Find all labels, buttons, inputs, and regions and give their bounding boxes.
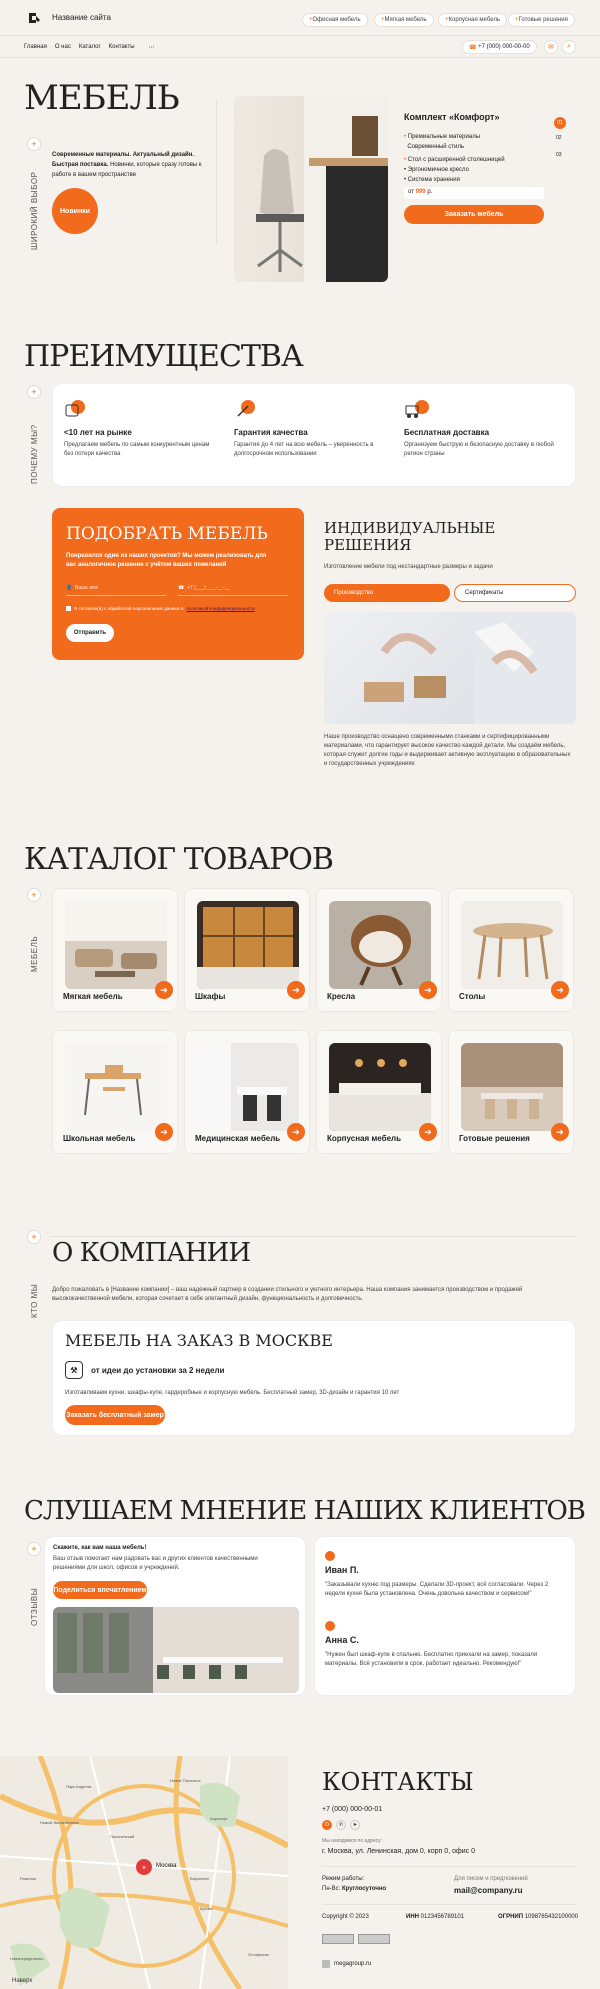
mail-label: Для писем и предложений <box>454 1876 528 1882</box>
case-furniture-image <box>329 1043 431 1131</box>
catalog-card-wardrobes[interactable] <box>184 888 310 1012</box>
wardrobes-image <box>197 901 299 989</box>
kit-feature-1: • Премиальные материалы <box>404 134 481 140</box>
map-pin-icon[interactable]: + <box>136 1859 152 1875</box>
tab-certificates-label: Сертификаты <box>465 590 504 596</box>
mail[interactable]: mail@company.ru <box>454 1886 523 1895</box>
nav-catalog[interactable]: Каталог <box>78 44 101 50</box>
inn-label: ИНН <box>406 1914 419 1920</box>
order-box-text: Изготавливаем кухни, шкафы-купе, гардеробные и корпусную мебель. Бесплатный замер, 3D-дизайн и гарантия 10 лет <box>65 1390 400 1396</box>
chip-label: Корпусная мебель <box>448 17 500 23</box>
tab-production-label: Производство <box>334 590 374 596</box>
catalog-card-soft[interactable] <box>52 888 178 1012</box>
hero-text-2-bold: Быстрая поставка. <box>52 162 109 168</box>
price-currency: р. <box>427 189 433 195</box>
hero-vertical: ШИРОКИЙ ВЫБОР <box>30 171 39 250</box>
address: г. Москва, ул. Ленинская, дом 0, корп 0, офис 0 <box>322 1848 475 1855</box>
kit-list <box>404 155 505 185</box>
chip-label: Офисная мебель <box>312 17 361 23</box>
hours-value: Круглосуточно <box>341 1886 387 1892</box>
adv-item-1-text: Предлагаем мебель по самым конкурентным ценам без потери качества <box>64 442 210 457</box>
reviews-plus-icon[interactable]: + <box>27 1542 41 1556</box>
hero-image <box>234 96 388 282</box>
arrow-right-icon[interactable]: ➔ <box>419 981 437 999</box>
hero-badge[interactable] <box>52 188 98 234</box>
kit-feature-2-label: Современный стиль <box>407 144 465 150</box>
map-label: Раменки <box>20 1876 36 1881</box>
arrow-right-icon[interactable]: ➔ <box>287 1123 305 1141</box>
adv-item-3 <box>404 400 554 459</box>
catalog-card-tables[interactable] <box>448 888 574 1012</box>
catalog-card-label: Мягкая мебель <box>63 992 123 1001</box>
user-icon: 👤 <box>66 584 76 591</box>
adv-item-1-title: <10 лет на рынке <box>64 428 132 437</box>
calendar-icon <box>64 400 86 420</box>
catalog-card-school[interactable] <box>52 1030 178 1154</box>
ok-icon[interactable]: О <box>322 1820 332 1830</box>
advantages-title: ПРЕИМУЩЕСТВА <box>24 339 303 374</box>
phone-icon: ☎ <box>469 44 479 51</box>
catalog-card-case[interactable] <box>316 1030 442 1154</box>
catalog-card-medical[interactable] <box>184 1030 310 1154</box>
developer[interactable] <box>322 1960 371 1968</box>
send-button[interactable] <box>66 624 114 642</box>
nav-more-icon[interactable]: ⋯ <box>148 45 155 51</box>
reviews-left-card <box>44 1536 306 1696</box>
share-button-label: Поделиться впечатлением <box>53 1586 147 1594</box>
order-box-title: МЕБЕЛЬ НА ЗАКАЗ В МОСКВЕ <box>65 1331 333 1350</box>
chip-ready[interactable]: + Готовые решения <box>508 13 575 27</box>
arrow-right-icon[interactable]: ➔ <box>551 1123 569 1141</box>
tables-image <box>461 901 563 989</box>
chip-label: Готовые решения <box>518 17 568 23</box>
kit-list-1-label: Стол с расширенной столешницей <box>407 157 505 163</box>
arrow-right-icon[interactable]: ➔ <box>155 981 173 999</box>
review-text: "Нужен был шкаф-купе в спальню. Бесплатно приехали на замер, показали материалы. Всё установили в срок, работает идеально. Рекомендую!" <box>325 1652 538 1667</box>
hours-days: Пн-Вс: <box>322 1886 341 1892</box>
mail-icon[interactable]: ✉ <box>544 40 558 54</box>
social-links <box>322 1820 360 1830</box>
kit-title: Комплект «Комфорт» <box>404 112 500 122</box>
map-label: Новый Жилкомплекс <box>40 1820 80 1825</box>
pencil-icon <box>234 400 256 420</box>
share-button[interactable] <box>53 1581 147 1599</box>
hours <box>322 1886 386 1892</box>
measure-button-label: Заказать бесплатный замер <box>66 1411 164 1419</box>
nav-contacts[interactable]: Контакты <box>108 44 135 50</box>
whatsapp-icon[interactable]: ✆ <box>336 1820 346 1830</box>
name-input[interactable] <box>66 580 166 596</box>
reviews-right-card <box>314 1536 576 1696</box>
reviews-vertical: ОТЗЫВЫ <box>30 1587 39 1626</box>
price-from: от <box>408 189 414 195</box>
map-label: Новое Пасечное <box>170 1778 201 1783</box>
chip-soft[interactable]: + Мягкая мебель <box>374 13 434 27</box>
ogrnip <box>498 1914 578 1920</box>
ready-solutions-image <box>461 1043 563 1131</box>
nav-about[interactable]: О нас <box>54 44 71 50</box>
ogrnip-value: 1098765432100000 <box>524 1914 579 1920</box>
phone-pill[interactable] <box>462 40 537 54</box>
catalog-card-label: Корпусная мебель <box>327 1134 402 1143</box>
soft-furniture-image <box>65 901 167 989</box>
kit-list-2: • Эргономичное кресло <box>404 167 469 173</box>
catalog-card-label: Шкафы <box>195 992 226 1001</box>
reviews-text: Ваш отзыв помогает нам радовать вас и других клиентов качественными решениями для школ, офисов и учреждений. <box>53 1556 258 1571</box>
nav <box>24 44 155 51</box>
review-author: Иван П. <box>325 1565 359 1575</box>
adv-item-1 <box>64 400 214 459</box>
about-text: Добро пожаловать в [Название компании] – ваш надежный партнер в создании стильного и уютного интерьера. Наша компания занимается производством и продажей высококачественной мебели, которая сочетает в себе элегантный дизайн, функциональность и долговечность. <box>52 1287 523 1302</box>
address-label: Мы находимся по адресу: <box>322 1838 383 1844</box>
kit-list-3-label: Система хранения <box>407 177 460 183</box>
catalog-card-ready[interactable] <box>448 1030 574 1154</box>
catalog-card-chairs[interactable] <box>316 888 442 1012</box>
hours-label: Режим работы: <box>322 1876 365 1882</box>
adv-item-2-text: Гарантия до 4 лет на всю мебель – уверенность в долгосрочном использовании <box>234 442 374 457</box>
tools-icon: ⚒ <box>65 1361 83 1379</box>
map-city: Москва <box>156 1863 177 1869</box>
catalog-vertical: МЕБЕЛЬ <box>30 935 39 972</box>
adv-item-2 <box>234 400 384 459</box>
kit-feature-2 <box>404 142 480 152</box>
arrow-right-icon[interactable]: ➔ <box>155 1123 173 1141</box>
inn <box>406 1914 464 1920</box>
adv-item-3-text: Организуем быструю и безопасную доставку в любой регион страны <box>404 442 554 457</box>
arrow-right-icon[interactable]: ➔ <box>419 1123 437 1141</box>
kit-list-2-label: Эргономичное кресло <box>407 167 469 173</box>
review-item-1 <box>325 1551 565 1599</box>
box-feature-label: от идеи до установки за 2 недели <box>91 1365 225 1375</box>
map-label: Парк Кадетов <box>66 1784 92 1789</box>
catalog-card-label: Готовые решения <box>459 1134 530 1143</box>
phone-placeholder: +7 (___) ___-__-__ <box>187 584 230 591</box>
avatar-icon <box>325 1621 335 1631</box>
kit-list-1: • Стол с расширенной столешницей <box>404 157 505 163</box>
developer-icon <box>322 1960 330 1968</box>
kit-feature-1-label: Премиальные материалы <box>407 134 481 140</box>
chip-label: Мягкая мебель <box>384 17 427 23</box>
map-label: Пресненский <box>110 1834 135 1839</box>
map-label: Бирюлево <box>190 1876 209 1881</box>
map-label: Новопеределкино <box>10 1956 44 1961</box>
send-button-label: Отправить <box>73 630 107 636</box>
catalog-card-label: Медицинская мебель <box>195 1134 281 1143</box>
tab-production[interactable] <box>324 584 450 602</box>
about-title: О КОМПАНИИ <box>52 1238 251 1268</box>
phone-text: +7 (000) 000-00-00 <box>478 44 530 50</box>
arrow-right-icon[interactable]: ➔ <box>287 981 305 999</box>
adv-item-3-title: Бесплатная доставка <box>404 428 490 437</box>
price-box <box>404 187 544 199</box>
review-item-2 <box>325 1621 565 1669</box>
arrow-right-icon[interactable]: ➔ <box>551 981 569 999</box>
map[interactable] <box>0 1756 288 1989</box>
ogrnip-label: ОГРНИП <box>498 1914 524 1920</box>
checkbox-icon[interactable] <box>66 606 71 611</box>
hero-plus-icon[interactable]: + <box>27 137 41 151</box>
production-image <box>324 612 576 724</box>
order-box <box>52 1320 576 1436</box>
price-value: 999 <box>415 189 426 195</box>
catalog-plus-icon[interactable]: + <box>27 888 41 902</box>
counter-icon[interactable] <box>358 1934 390 1944</box>
chairs-image <box>329 901 431 989</box>
advantages-vertical: ПОЧЕМУ МЫ? <box>30 424 39 484</box>
consent-text: Я согласен(а) с обработкой персональных данных в <box>74 606 184 611</box>
kit-num-3[interactable]: 03 <box>556 152 562 158</box>
reviews-question: Скажите, как вам наша мебель! <box>53 1545 147 1551</box>
telegram-icon[interactable]: ➤ <box>350 1820 360 1830</box>
catalog-title: КАТАЛОГ ТОВАРОВ <box>24 842 333 877</box>
individual-title: ИНДИВИДУАЛЬНЫЕ РЕШЕНИЯ <box>324 519 496 554</box>
chip-case[interactable]: + Корпусная мебель <box>438 13 507 27</box>
truck-icon <box>404 400 430 420</box>
nav-home[interactable]: Главная <box>24 44 47 50</box>
catalog-card-label: Кресла <box>327 992 356 1001</box>
contacts-title: КОНТАКТЫ <box>322 1768 474 1796</box>
chip-office[interactable]: + Офисная мебель <box>302 13 368 27</box>
map-label: Аэропорт <box>210 1816 228 1821</box>
medical-furniture-image <box>197 1043 299 1131</box>
name-placeholder: Ваше имя <box>75 584 99 591</box>
catalog-card-label: Школьная мебель <box>63 1134 136 1143</box>
kit-list-3: • Система хранения <box>404 177 460 183</box>
kit-num-2[interactable]: 02 <box>556 135 562 141</box>
site-name: Название сайта <box>52 13 111 22</box>
order-button[interactable] <box>404 205 544 224</box>
about-vertical: КТО МЫ <box>30 1283 39 1318</box>
search-icon[interactable]: ⌕ <box>562 40 576 54</box>
phone-input[interactable] <box>178 580 288 596</box>
back-to-top[interactable]: Наверх <box>12 1978 33 1984</box>
individual-text: Наше производство оснащено современными станками и сертифицированными материалами, что гарантирует высокое качество каждой детали. Мы создаём мебель, которая служит долгие годы и выдерживает активную эксплуатацию в образовательных и государственных учреждениях <box>324 734 571 767</box>
counter-icon[interactable] <box>322 1934 354 1944</box>
school-furniture-image <box>65 1043 167 1131</box>
logo-icon[interactable] <box>26 10 42 26</box>
contacts-phone[interactable]: +7 (000) 000-00-01 <box>322 1806 383 1813</box>
hero-text-1: Современные материалы. Актуальный дизайн. <box>52 152 195 158</box>
map-label: Бутово <box>200 1906 213 1911</box>
hero-text-2 <box>52 160 210 180</box>
hero-text <box>52 150 210 180</box>
consent-checkbox[interactable] <box>66 606 296 611</box>
header <box>0 0 600 58</box>
advantages-plus-icon[interactable]: + <box>27 385 41 399</box>
kit-num-1[interactable]: 01 <box>554 117 566 129</box>
copyright: Copyright © 2023 <box>322 1914 369 1920</box>
pick-text: Понравился один из наших проектов? Мы можем реализовать для вас аналогичное решение с учётом ваших пожеланий <box>66 553 267 568</box>
review-text: "Заказывали кухню под размеры. Сделали 3D-проект, всё согласовали. Через 2 недели кухня была установлена. Очень довольна качеством и сервисом!" <box>325 1582 549 1597</box>
office-image <box>53 1607 299 1693</box>
hero-title: МЕБЕЛЬ <box>24 78 179 118</box>
consent-link[interactable]: политикой конфиденциальности <box>186 606 255 611</box>
phone-input-icon: ☎ <box>178 584 188 591</box>
avatar-icon <box>325 1551 335 1561</box>
review-author: Анна С. <box>325 1635 359 1645</box>
hero-text-2-rest: Новинки, которые сразу готовы к работе в вашем пространстве <box>52 162 202 178</box>
hero-badge-label: Новинки <box>60 207 90 215</box>
pick-title: ПОДОБРАТЬ МЕБЕЛЬ <box>66 524 268 544</box>
measure-button[interactable] <box>65 1405 165 1425</box>
catalog-card-label: Столы <box>459 992 486 1001</box>
adv-item-2-title: Гарантия качества <box>234 428 308 437</box>
box-feature <box>65 1361 224 1379</box>
inn-value: 0123456789101 <box>420 1914 465 1920</box>
about-plus-icon[interactable]: + <box>27 1230 41 1244</box>
order-button-label: Заказать мебель <box>444 211 504 218</box>
reviews-title: СЛУШАЕМ МНЕНИЕ НАШИХ КЛИЕНТОВ <box>24 1496 585 1526</box>
pick-form <box>52 508 304 660</box>
developer-label: megagroup.ru <box>334 1961 372 1967</box>
counter-badges <box>322 1934 390 1944</box>
kit-features <box>404 132 480 152</box>
tab-certificates[interactable] <box>454 584 576 602</box>
individual-subtitle: Изготовление мебели под нестандартные размеры и задачи <box>324 564 493 570</box>
map-label: Остафьево <box>248 1952 270 1957</box>
